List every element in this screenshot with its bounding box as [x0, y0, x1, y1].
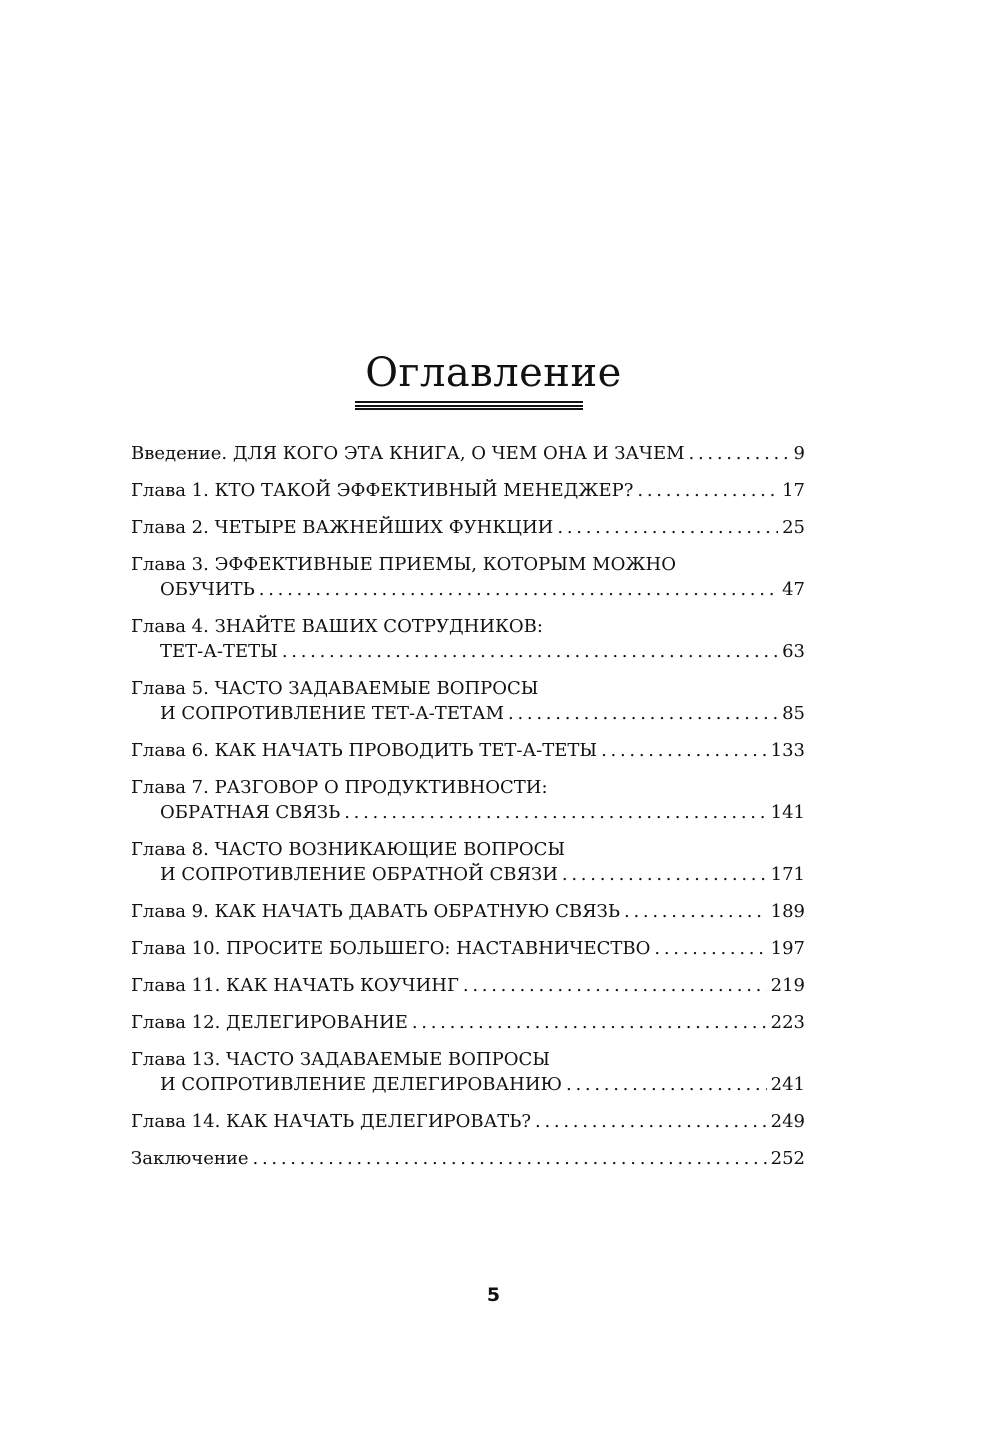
dot-leader	[601, 738, 767, 763]
dot-leader	[557, 515, 778, 540]
toc-page-number: 9	[793, 443, 805, 464]
dot-leader	[535, 1109, 767, 1134]
toc-entry	[131, 1047, 805, 1097]
toc-entry-title: Глава 11. КАК НАЧАТЬ КОУЧИНГ	[131, 975, 459, 996]
toc-entry-title: Глава 3. ЭФФЕКТИВНЫЕ ПРИЕМЫ, КОТОРЫМ МОЖНО	[131, 554, 677, 575]
toc-entry	[131, 478, 805, 503]
dot-leader	[282, 639, 778, 664]
toc-page-number: 223	[770, 1012, 805, 1033]
toc-page-number: 252	[770, 1148, 805, 1169]
dot-leader	[689, 441, 790, 466]
toc-entry-title: Глава 10. ПРОСИТЕ БОЛЬШЕГО: НАСТАВНИЧЕСТВО	[131, 938, 651, 959]
toc-page-number: 241	[770, 1074, 805, 1095]
toc-page-number: 17	[782, 480, 805, 501]
toc-entry-line	[131, 478, 805, 503]
toc-entry-line	[131, 515, 805, 540]
toc-entry	[131, 936, 805, 961]
toc-entry-title: Глава 7. РАЗГОВОР О ПРОДУКТИВНОСТИ:	[131, 777, 548, 798]
toc-entry	[131, 441, 805, 466]
dot-leader	[566, 1072, 767, 1097]
dot-leader	[624, 899, 767, 924]
dot-leader	[463, 973, 767, 998]
toc-entry-title: Заключение	[131, 1148, 249, 1169]
toc-entry-line	[131, 738, 805, 763]
toc-entry-title: Глава 12. ДЕЛЕГИРОВАНИЕ	[131, 1012, 408, 1033]
table-of-contents	[131, 441, 805, 1183]
toc-entry-title: Глава 5. ЧАСТО ЗАДАВАЕМЫЕ ВОПРОСЫ	[131, 678, 539, 699]
title-double-rule	[355, 401, 583, 410]
toc-entry	[131, 899, 805, 924]
toc-page-number: 249	[770, 1111, 805, 1132]
toc-page-number: 189	[770, 901, 805, 922]
toc-entry-line	[131, 837, 805, 862]
dot-leader	[654, 936, 766, 961]
toc-entry	[131, 738, 805, 763]
toc-page-number: 141	[770, 802, 805, 823]
dot-leader	[637, 478, 778, 503]
toc-entry-continuation-line	[131, 639, 805, 664]
toc-page-number: 171	[770, 864, 805, 885]
toc-entry	[131, 676, 805, 726]
toc-entry-line	[131, 676, 805, 701]
toc-entry-line	[131, 973, 805, 998]
dot-leader	[253, 1146, 767, 1171]
toc-entry-title: Глава 8. ЧАСТО ВОЗНИКАЮЩИЕ ВОПРОСЫ	[131, 839, 566, 860]
toc-entry-continuation-line	[131, 800, 805, 825]
toc-entry	[131, 1010, 805, 1035]
toc-entry-title: Глава 14. КАК НАЧАТЬ ДЕЛЕГИРОВАТЬ?	[131, 1111, 532, 1132]
toc-entry-title: Глава 9. КАК НАЧАТЬ ДАВАТЬ ОБРАТНУЮ СВЯЗЬ	[131, 901, 621, 922]
toc-entry	[131, 775, 805, 825]
toc-entry-title: И СОПРОТИВЛЕНИЕ ТЕТ-А-ТЕТАМ	[160, 703, 505, 724]
page-number: 5	[486, 1284, 501, 1306]
dot-leader	[508, 701, 778, 726]
toc-page-number: 133	[770, 740, 805, 761]
page-title: Оглавление	[365, 350, 622, 396]
toc-entry	[131, 515, 805, 540]
toc-entry-title: Глава 2. ЧЕТЫРЕ ВАЖНЕЙШИХ ФУНКЦИИ	[131, 517, 554, 538]
dot-leader	[412, 1010, 767, 1035]
toc-entry-line	[131, 1109, 805, 1134]
toc-entry	[131, 1146, 805, 1171]
toc-entry-title: ОБРАТНАЯ СВЯЗЬ	[160, 802, 341, 823]
toc-entry-title: Глава 4. ЗНАЙТЕ ВАШИХ СОТРУДНИКОВ:	[131, 616, 543, 637]
toc-entry-line	[131, 441, 805, 466]
toc-page-number: 219	[770, 975, 805, 996]
toc-page-number: 85	[782, 703, 805, 724]
toc-entry-title: ОБУЧИТЬ	[160, 579, 255, 600]
toc-entry	[131, 614, 805, 664]
toc-entry-line	[131, 1010, 805, 1035]
dot-leader	[562, 862, 767, 887]
toc-entry-title: И СОПРОТИВЛЕНИЕ ОБРАТНОЙ СВЯЗИ	[160, 864, 558, 885]
toc-entry-line	[131, 1047, 805, 1072]
toc-entry-line	[131, 552, 805, 577]
toc-page-number: 47	[782, 579, 805, 600]
toc-entry-line	[131, 614, 805, 639]
toc-entry-line	[131, 775, 805, 800]
toc-entry-title: Глава 6. КАК НАЧАТЬ ПРОВОДИТЬ ТЕТ-А-ТЕТЫ	[131, 740, 598, 761]
dot-leader	[259, 577, 778, 602]
toc-entry-title: ТЕТ-А-ТЕТЫ	[160, 641, 278, 662]
toc-page-number: 197	[770, 938, 805, 959]
toc-entry-continuation-line	[131, 1072, 805, 1097]
toc-entry-continuation-line	[131, 577, 805, 602]
toc-entry	[131, 552, 805, 602]
toc-entry-title: Введение. ДЛЯ КОГО ЭТА КНИГА, О ЧЕМ ОНА И ЗАЧЕМ	[131, 443, 685, 464]
toc-entry-line	[131, 936, 805, 961]
toc-entry-title: И СОПРОТИВЛЕНИЕ ДЕЛЕГИРОВАНИЮ	[160, 1074, 563, 1095]
toc-entry-title: Глава 1. КТО ТАКОЙ ЭФФЕКТИВНЫЙ МЕНЕДЖЕР?	[131, 480, 634, 501]
toc-entry	[131, 1109, 805, 1134]
toc-page-number: 63	[782, 641, 805, 662]
toc-entry-line	[131, 899, 805, 924]
toc-page-number: 25	[782, 517, 805, 538]
toc-entry	[131, 837, 805, 887]
toc-entry	[131, 973, 805, 998]
toc-entry-title: Глава 13. ЧАСТО ЗАДАВАЕМЫЕ ВОПРОСЫ	[131, 1049, 550, 1070]
toc-entry-continuation-line	[131, 862, 805, 887]
toc-entry-continuation-line	[131, 701, 805, 726]
dot-leader	[344, 800, 766, 825]
toc-entry-line	[131, 1146, 805, 1171]
